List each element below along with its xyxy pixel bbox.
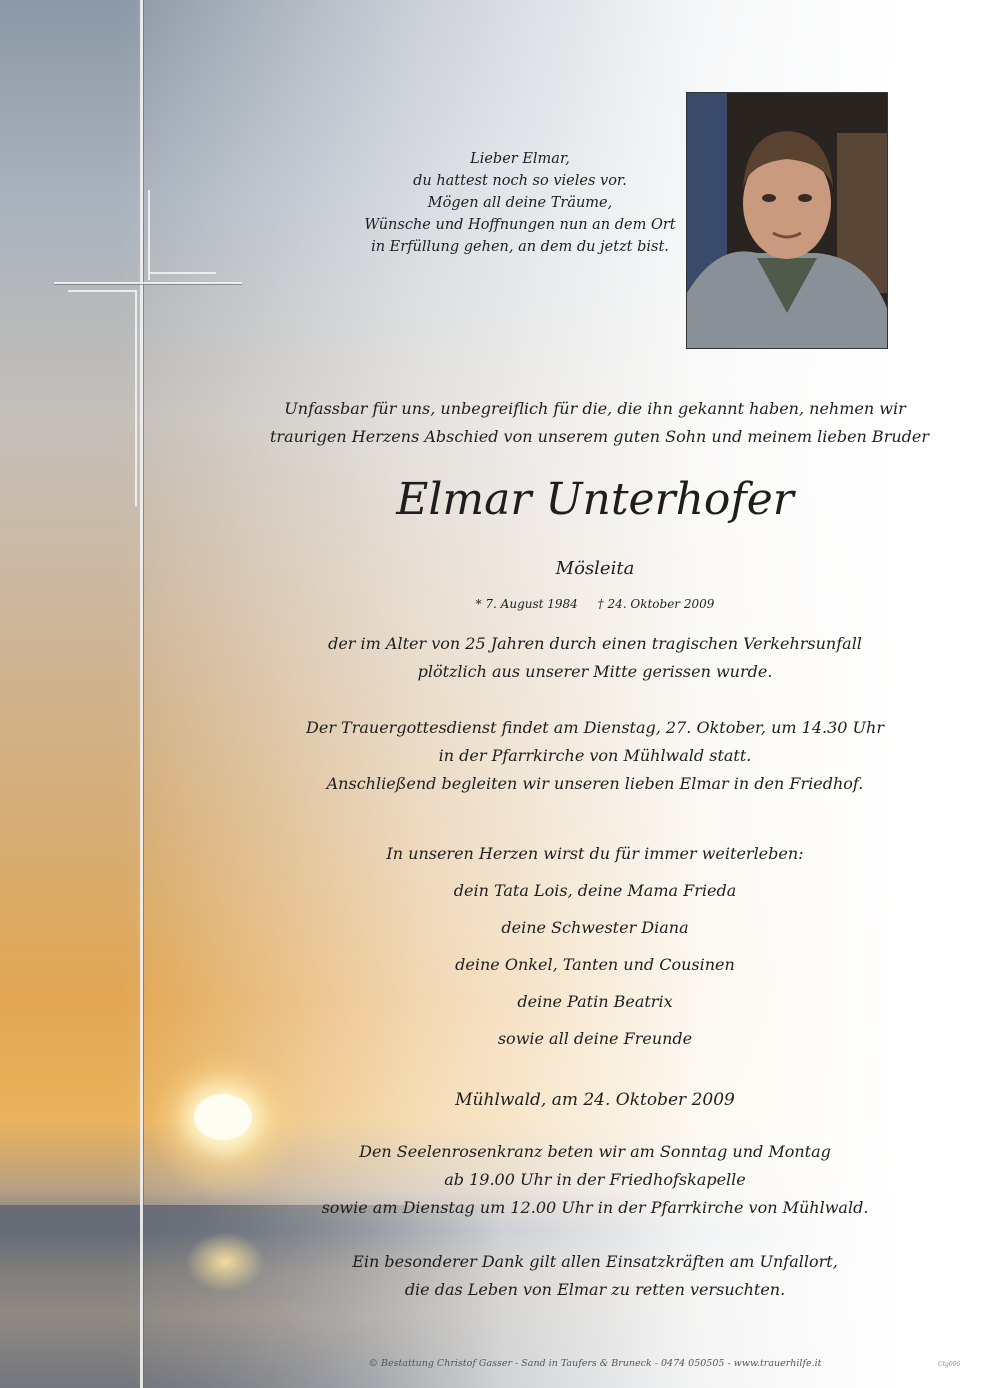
death-line: plötzlich aus unserer Mitte gerissen wurde. [417,662,773,681]
death-line: der im Alter von 25 Jahren durch einen tragischen Verkehrsunfall [328,634,862,653]
mourner-line: deine Patin Beatrix [517,992,673,1011]
thanks-line: Ein besonderer Dank gilt allen Einsatzkräften am Unfallort, [352,1252,838,1271]
corner-mark: Ctg006 [938,1361,961,1368]
intro-text [270,395,929,451]
verse-line: du hattest noch so vieles vor. [413,173,627,189]
farm-name: Mösleita [555,558,635,579]
funeral-line: in der Pfarrkirche von Mühlwald statt. [438,746,752,765]
footer-credit: © Bestattung Christof Gasser - Sand in Taufers & Bruneck - 0474 050505 - www.trauerhilfe.it [368,1358,822,1369]
life-dates [270,594,920,614]
sun-reflection [185,1232,265,1292]
thanks-line: die das Leben von Elmar zu retten versuchten. [404,1280,786,1299]
verse-line: Wünsche und Hoffnungen nun an dem Ort [364,217,676,233]
death-notice [270,630,920,686]
rosary-line: ab 19.00 Uhr in der Friedhofskapelle [444,1170,746,1189]
place-date: Mühlwald, am 24. Oktober 2009 [455,1090,735,1110]
portrait-illustration [687,93,887,348]
verse-line: Mögen all deine Träume, [427,195,613,211]
intro-line: traurigen Herzens Abschied von unserem guten Sohn und meinem lieben Bruder [270,427,929,446]
verse-line: in Erfüllung gehen, an dem du jetzt bist. [371,239,669,255]
mourners-heading: In unseren Herzen wirst du für immer weiterleben: [386,844,804,863]
rosary-line: Den Seelenrosenkranz beten wir am Sonntag und Montag [359,1142,831,1161]
funeral-info [270,714,920,798]
rosary-info [270,1138,920,1222]
rosary-line: sowie am Dienstag um 12.00 Uhr in der Pfarrkirche von Mühlwald. [321,1198,869,1217]
memorial-verse [300,148,740,258]
birth-date: * 7. August 1984 [475,597,578,611]
death-date: † 24. Oktober 2009 [597,597,715,611]
portrait-photo [686,92,888,349]
mourner-line: dein Tata Lois, deine Mama Frieda [453,881,737,900]
intro-line: Unfassbar für uns, unbegreiflich für die, die ihn gekannt haben, nehmen wir [284,399,906,418]
sun [194,1094,252,1140]
mourner-line: sowie all deine Freunde [497,1029,693,1048]
funeral-line: Anschließend begleiten wir unseren lieben Elmar in den Friedhof. [326,774,864,793]
deceased-name: Elmar Unterhofer [396,474,794,525]
funeral-line: Der Trauergottesdienst findet am Dienstag, 27. Oktober, um 14.30 Uhr [306,718,884,737]
thanks-note [270,1248,920,1304]
mourner-line: deine Schwester Diana [501,918,689,937]
verse-line: Lieber Elmar, [470,151,570,167]
mourners-list [270,840,920,1057]
mourner-line: deine Onkel, Tanten und Cousinen [455,955,735,974]
